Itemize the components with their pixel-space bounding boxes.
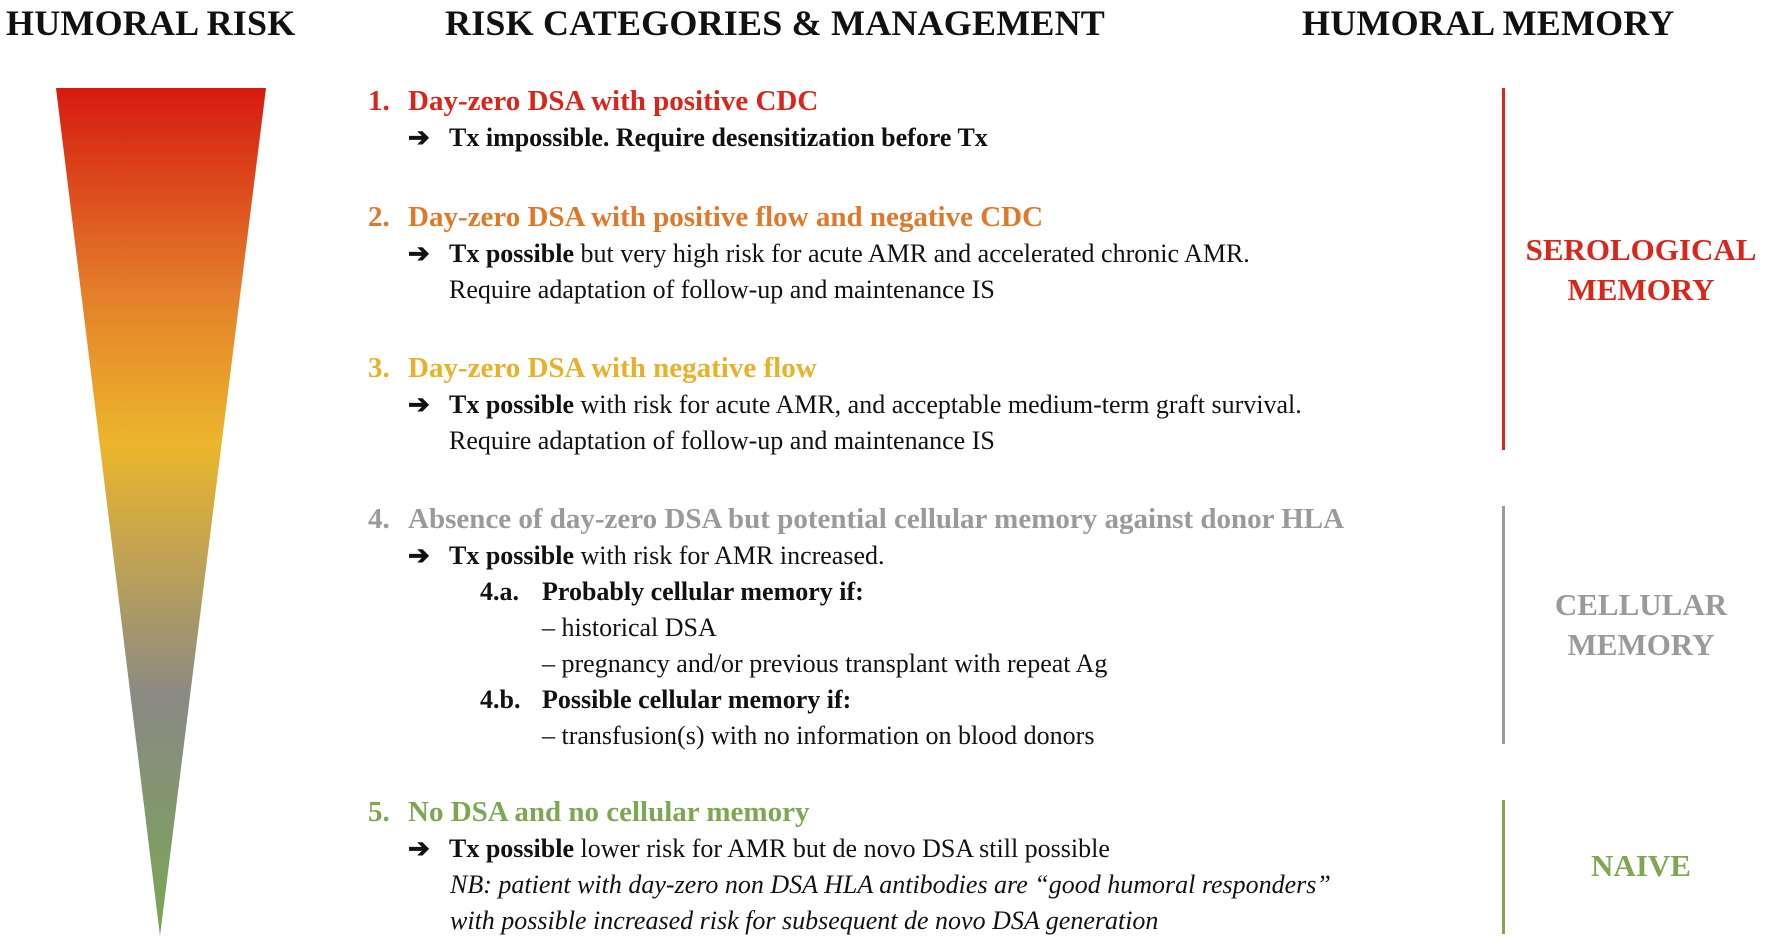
category-4-number: 4. bbox=[368, 503, 390, 535]
category-2-management-rest: but very high risk for acute AMR and accelerated chronic AMR. bbox=[574, 239, 1250, 268]
arrow-icon: ➔ bbox=[408, 541, 430, 570]
category-5-management bbox=[368, 831, 1331, 867]
category-5-title bbox=[368, 793, 1331, 831]
category-1-management-bold: Tx impossible. Require desensitization before Tx bbox=[449, 123, 988, 152]
category-4-management bbox=[368, 538, 1344, 574]
category-2-title bbox=[368, 198, 1250, 236]
category-4-management-rest: with risk for AMR increased. bbox=[574, 541, 885, 570]
serological-memory-label-line2: MEMORY bbox=[1567, 272, 1715, 307]
category-2-management-bold: Tx possible bbox=[449, 239, 574, 268]
serological-memory-label bbox=[1512, 230, 1770, 310]
category-3-management bbox=[368, 387, 1302, 423]
humoral-risk-triangle bbox=[56, 88, 266, 936]
category-3-management-bold: Tx possible bbox=[449, 390, 574, 419]
risk-gradient-shape bbox=[56, 88, 266, 936]
arrow-icon: ➔ bbox=[408, 123, 430, 152]
cellular-memory-label-line1: CELLULAR bbox=[1554, 587, 1728, 622]
category-4 bbox=[368, 500, 1344, 754]
category-1-title-text: Day-zero DSA with positive CDC bbox=[408, 85, 819, 117]
category-5-number: 5. bbox=[368, 796, 390, 828]
category-4a-title: Probably cellular memory if: bbox=[542, 577, 864, 606]
category-2-management-line2: Require adaptation of follow-up and maintenance IS bbox=[449, 275, 995, 304]
arrow-icon: ➔ bbox=[408, 834, 430, 863]
category-1-management bbox=[368, 120, 988, 156]
category-1-title bbox=[368, 82, 988, 120]
category-3-management-rest: with risk for acute AMR, and acceptable medium-term graft survival. bbox=[574, 390, 1302, 419]
category-4b-heading bbox=[368, 682, 1344, 718]
serological-memory-label-line1: SEROLOGICAL bbox=[1525, 232, 1757, 267]
category-3-number: 3. bbox=[368, 352, 390, 384]
category-2 bbox=[368, 198, 1250, 308]
category-3-title bbox=[368, 349, 1302, 387]
category-2-management bbox=[368, 236, 1250, 272]
category-1-number: 1. bbox=[368, 85, 390, 117]
nb-note-line-1: NB: patient with day-zero non DSA HLA antibodies are “good humoral responders” bbox=[450, 870, 1331, 899]
category-5 bbox=[368, 793, 1331, 939]
category-4-management-bold: Tx possible bbox=[449, 541, 574, 570]
category-5-title-text: No DSA and no cellular memory bbox=[408, 796, 810, 828]
category-3-management-line2: Require adaptation of follow-up and maintenance IS bbox=[449, 426, 995, 455]
category-4a-heading bbox=[368, 574, 1344, 610]
header-humoral-risk: HUMORAL RISK bbox=[6, 3, 296, 43]
category-1 bbox=[368, 82, 988, 156]
serological-memory-bar bbox=[1502, 88, 1505, 450]
category-4-title-text: Absence of day-zero DSA but potential cellular memory against donor HLA bbox=[408, 503, 1345, 535]
header-humoral-memory: HUMORAL MEMORY bbox=[1302, 3, 1675, 43]
cellular-memory-label-line2: MEMORY bbox=[1567, 627, 1715, 662]
category-5-management-bold: Tx possible bbox=[449, 834, 574, 863]
category-4b-title: Possible cellular memory if: bbox=[542, 685, 852, 714]
category-5-management-rest: lower risk for AMR but de novo DSA still possible bbox=[574, 834, 1110, 863]
list-item: – pregnancy and/or previous transplant with repeat Ag bbox=[542, 649, 1108, 678]
list-item: – historical DSA bbox=[542, 613, 717, 642]
category-3-title-text: Day-zero DSA with negative flow bbox=[408, 352, 817, 384]
category-4a-label: 4.a. bbox=[480, 577, 519, 606]
naive-label bbox=[1512, 846, 1770, 886]
arrow-icon: ➔ bbox=[408, 239, 430, 268]
category-4b-label: 4.b. bbox=[480, 685, 521, 714]
header-risk-categories: RISK CATEGORIES & MANAGEMENT bbox=[445, 3, 1105, 43]
category-2-title-text: Day-zero DSA with positive flow and negative CDC bbox=[408, 201, 1044, 233]
cellular-memory-bar bbox=[1502, 506, 1505, 744]
category-2-number: 2. bbox=[368, 201, 390, 233]
nb-note-line-2: with possible increased risk for subsequent de novo DSA generation bbox=[450, 906, 1159, 935]
list-item: – transfusion(s) with no information on blood donors bbox=[542, 721, 1095, 750]
cellular-memory-label bbox=[1512, 585, 1770, 665]
naive-label-text: NAIVE bbox=[1591, 848, 1691, 883]
category-3 bbox=[368, 349, 1302, 459]
category-4-title bbox=[368, 500, 1344, 538]
naive-bar bbox=[1502, 800, 1505, 934]
arrow-icon: ➔ bbox=[408, 390, 430, 419]
